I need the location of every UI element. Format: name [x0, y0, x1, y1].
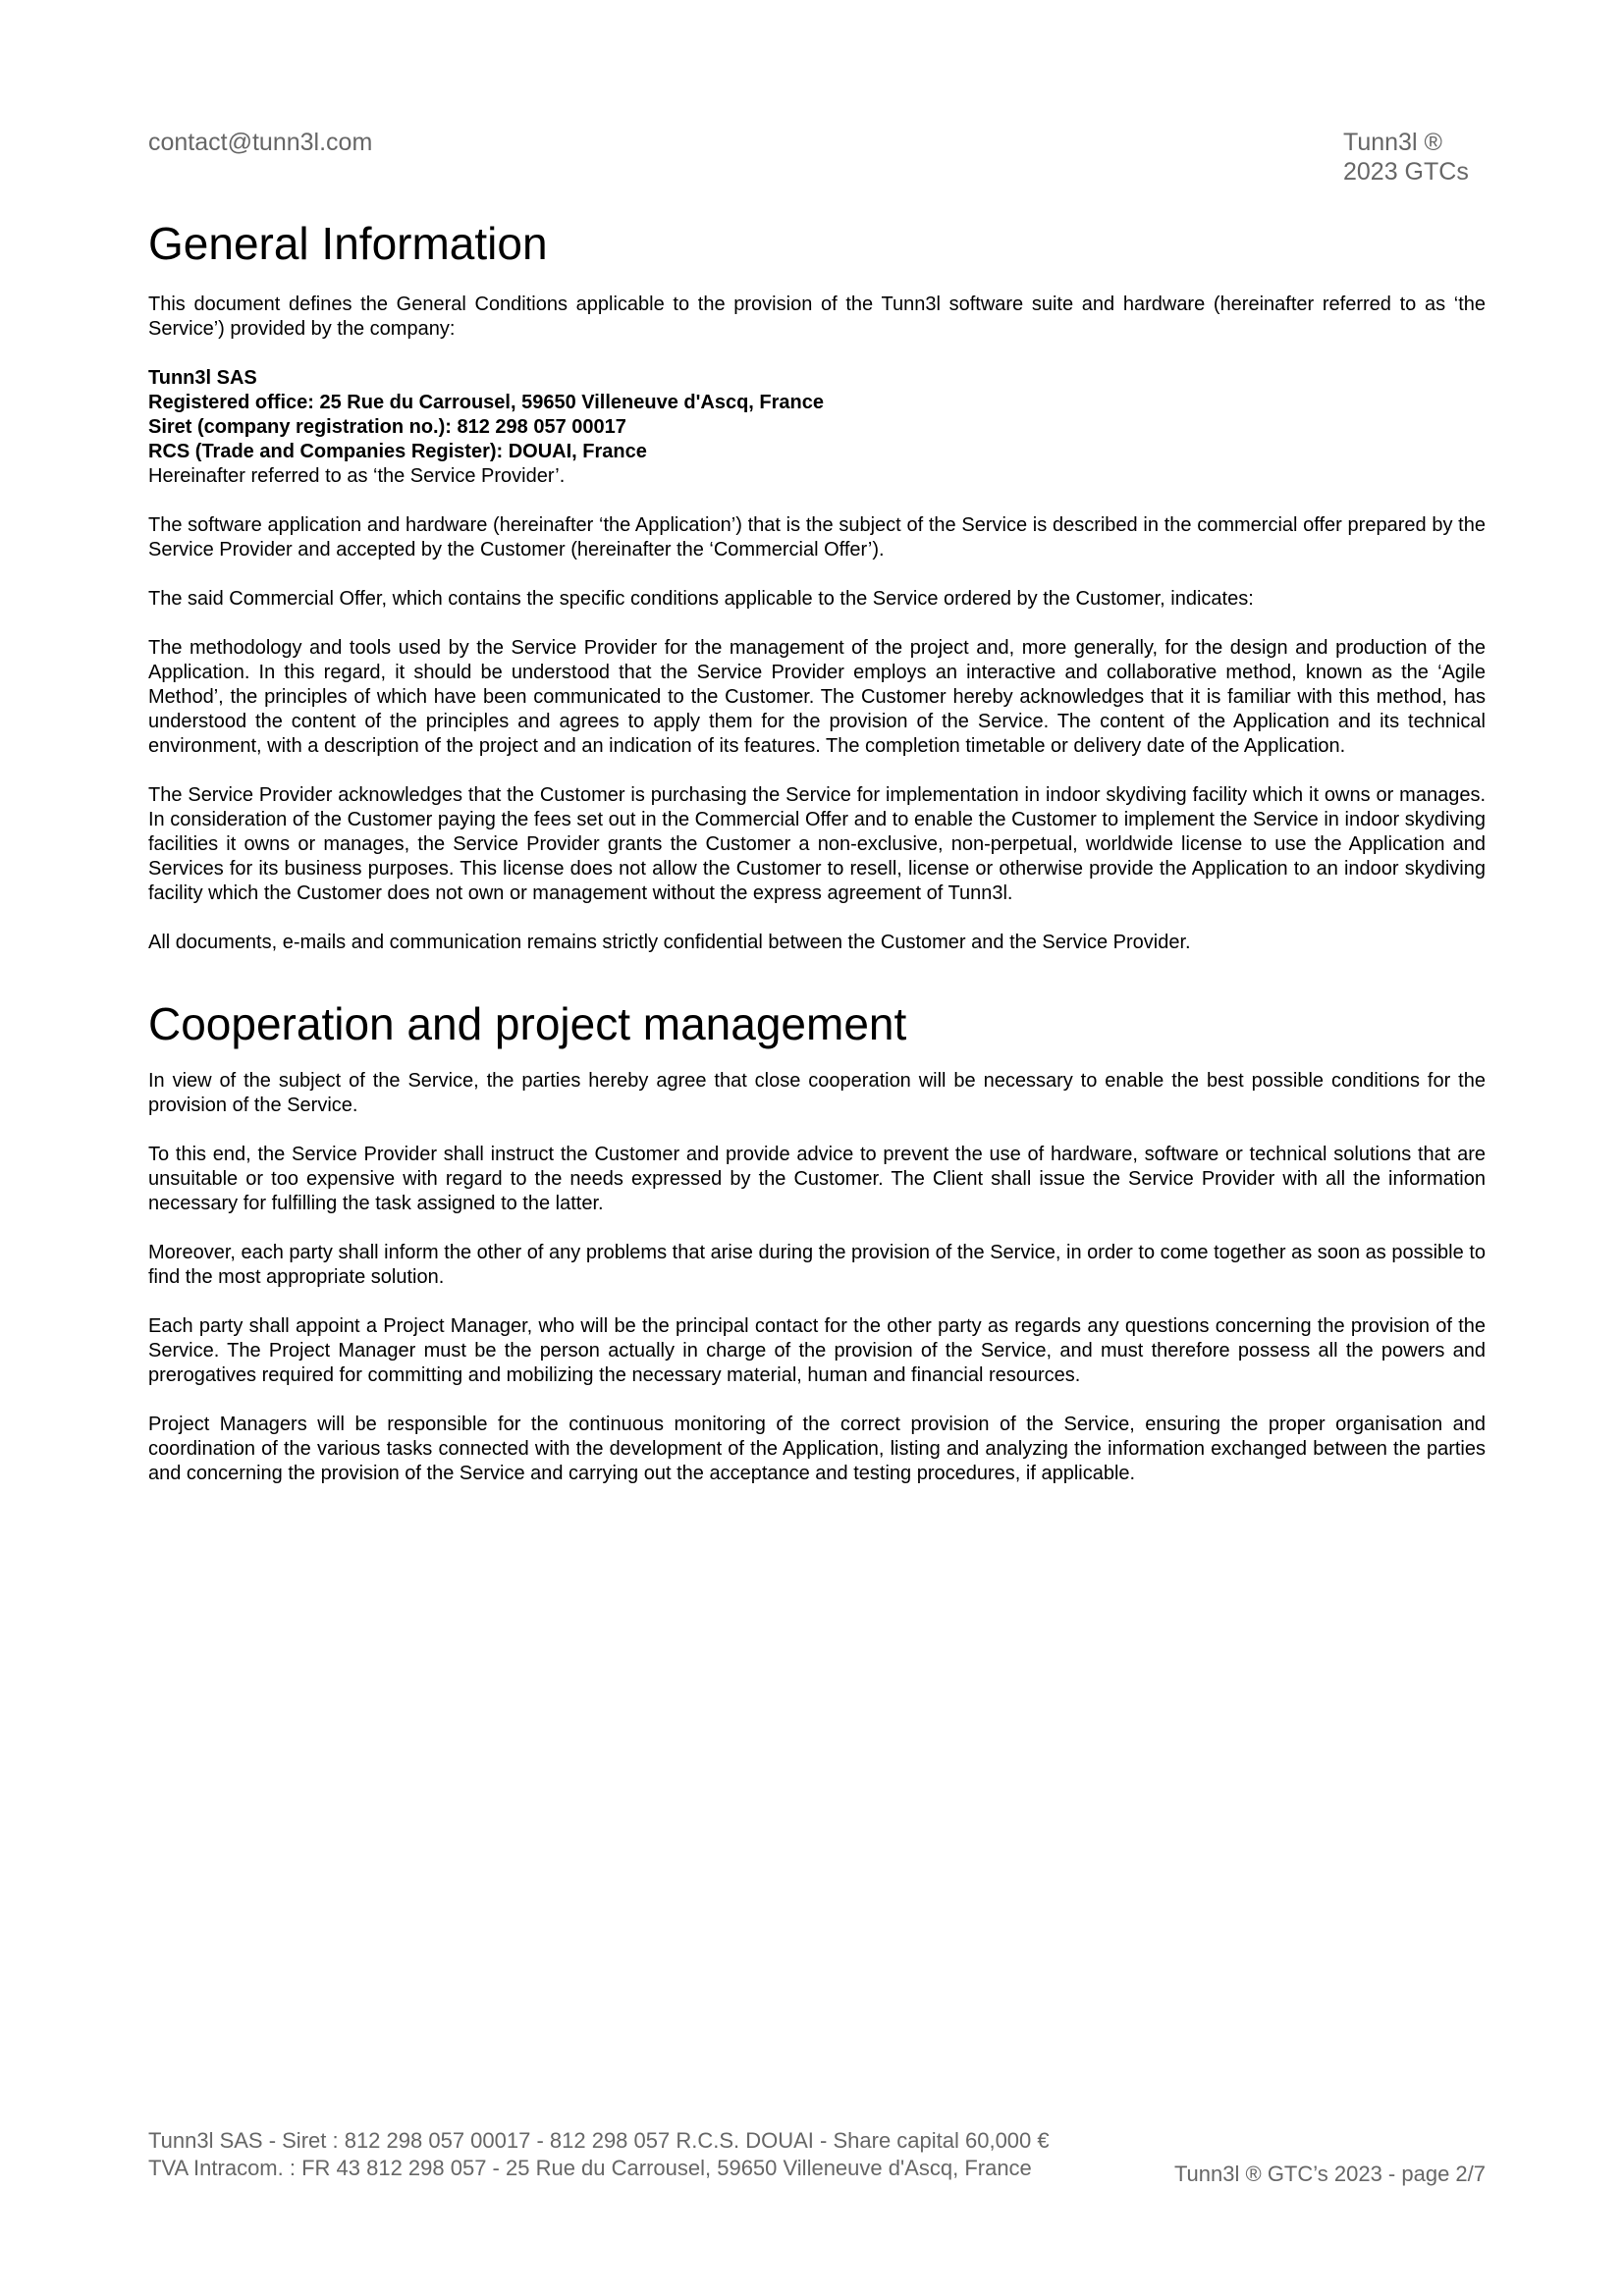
paragraph-project-manager: Each party shall appoint a Project Manager, who will be the principal contact for the other party as regards any questions concerning the provision of the Service. The Project Manager must be the person actually in charge of the provision of the Service, and must therefore possess all the powers and prerogatives required for committing and mobilizing the necessary material, human and financial resources. — [148, 1315, 1486, 1386]
header-email: contact@tunn3l.com — [148, 129, 373, 156]
header-brand: Tunn3l ® — [1343, 129, 1442, 156]
header-doc-name: 2023 GTCs — [1343, 158, 1469, 186]
company-siret: Siret (company registration no.): 812 298 057 00017 — [148, 416, 626, 438]
paragraph-confidentiality: All documents, e-mails and communication remains strictly confidential between the Customer and the Service Provider. — [148, 932, 1191, 953]
company-name: Tunn3l SAS — [148, 367, 257, 389]
paragraph-cooperation: In view of the subject of the Service, the parties hereby agree that close cooperation will be necessary to enable the best possible conditions for the provision of the Service. — [148, 1070, 1486, 1116]
company-reference: Hereinafter referred to as ‘the Service Provider’. — [148, 465, 566, 487]
footer-page-number: Tunn3l ® GTC’s 2023 - page 2/7 — [1173, 2162, 1486, 2186]
document-body — [148, 216, 1486, 1511]
paragraph-advice: To this end, the Service Provider shall instruct the Customer and provide advice to prevent the use of hardware, software or technical solutions that are unsuitable or too expensive with regard to the needs expressed by the Customer. The Client shall issue the Service Provider with all the information necessary for fulfilling the task assigned to the latter. — [148, 1144, 1486, 1214]
header-brand-block — [1343, 128, 1469, 187]
company-rcs: RCS (Trade and Companies Register): DOUAI, France — [148, 441, 647, 462]
paragraph-commercial-offer: The said Commercial Offer, which contains the specific conditions applicable to the Service ordered by the Customer, indicates: — [148, 588, 1254, 610]
paragraph-methodology: The methodology and tools used by the Service Provider for the management of the project and, more generally, for the design and production of the Application. In this regard, it should be understood that the Service Provider employs an interactive and collaborative method, known as the ‘Agile Method’, the principles of which have been communicated to the Customer. The Customer hereby acknowledges that it is familiar with this method, has understood the content of the principles and agrees to apply them for the provision of the Service. The content of the Application and its technical environment, with a description of the project and an indication of its features. The completion timetable or delivery date of the Application. — [148, 637, 1486, 757]
footer-line-2: TVA Intracom. : FR 43 812 298 057 - 25 Rue du Carrousel, 59650 Villeneuve d'Ascq, France — [148, 2156, 1032, 2180]
paragraph-intro: This document defines the General Conditions applicable to the provision of the Tunn3l software suite and hardware (hereinafter referred to as ‘the Service’) provided by the company: — [148, 294, 1486, 340]
section-title-general-information: General Information — [148, 218, 548, 269]
paragraph-problems: Moreover, each party shall inform the other of any problems that arise during the provision of the Service, in order to come together as soon as possible to find the most appropriate solution. — [148, 1242, 1486, 1288]
footer-line-1: Tunn3l SAS - Siret : 812 298 057 00017 - 812 298 057 R.C.S. DOUAI - Share capital 60,000 € — [148, 2128, 1050, 2153]
paragraph-license: The Service Provider acknowledges that the Customer is purchasing the Service for implementation in indoor skydiving facility which it owns or manages. In consideration of the Customer paying the fees set out in the Commercial Offer and to enable the Customer to implement the Service in indoor skydiving facilities it owns or manages, the Service Provider grants the Customer a non-exclusive, non-perpetual, worldwide license to use the Application and Services for its business purposes. This license does not allow the Customer to resell, license or otherwise provide the Application to an indoor skydiving facility which the Customer does not own or management without the express agreement of Tunn3l. — [148, 784, 1486, 904]
company-office: Registered office: 25 Rue du Carrousel, 59650 Villeneuve d'Ascq, France — [148, 392, 824, 413]
paragraph-application: The software application and hardware (hereinafter ‘the Application’) that is the subject of the Service is described in the commercial offer prepared by the Service Provider and accepted by the Customer (hereinafter the ‘Commercial Offer’). — [148, 514, 1486, 561]
paragraph-monitoring: Project Managers will be responsible for the continuous monitoring of the correct provision of the Service, ensuring the proper organisation and coordination of the various tasks connected with the development of the Application, listing and analyzing the information exchanged between the parties and concerning the provision of the Service and carrying out the acceptance and testing procedures, if applicable. — [148, 1414, 1486, 1484]
section-title-cooperation: Cooperation and project management — [148, 998, 907, 1049]
company-details — [148, 366, 1486, 489]
